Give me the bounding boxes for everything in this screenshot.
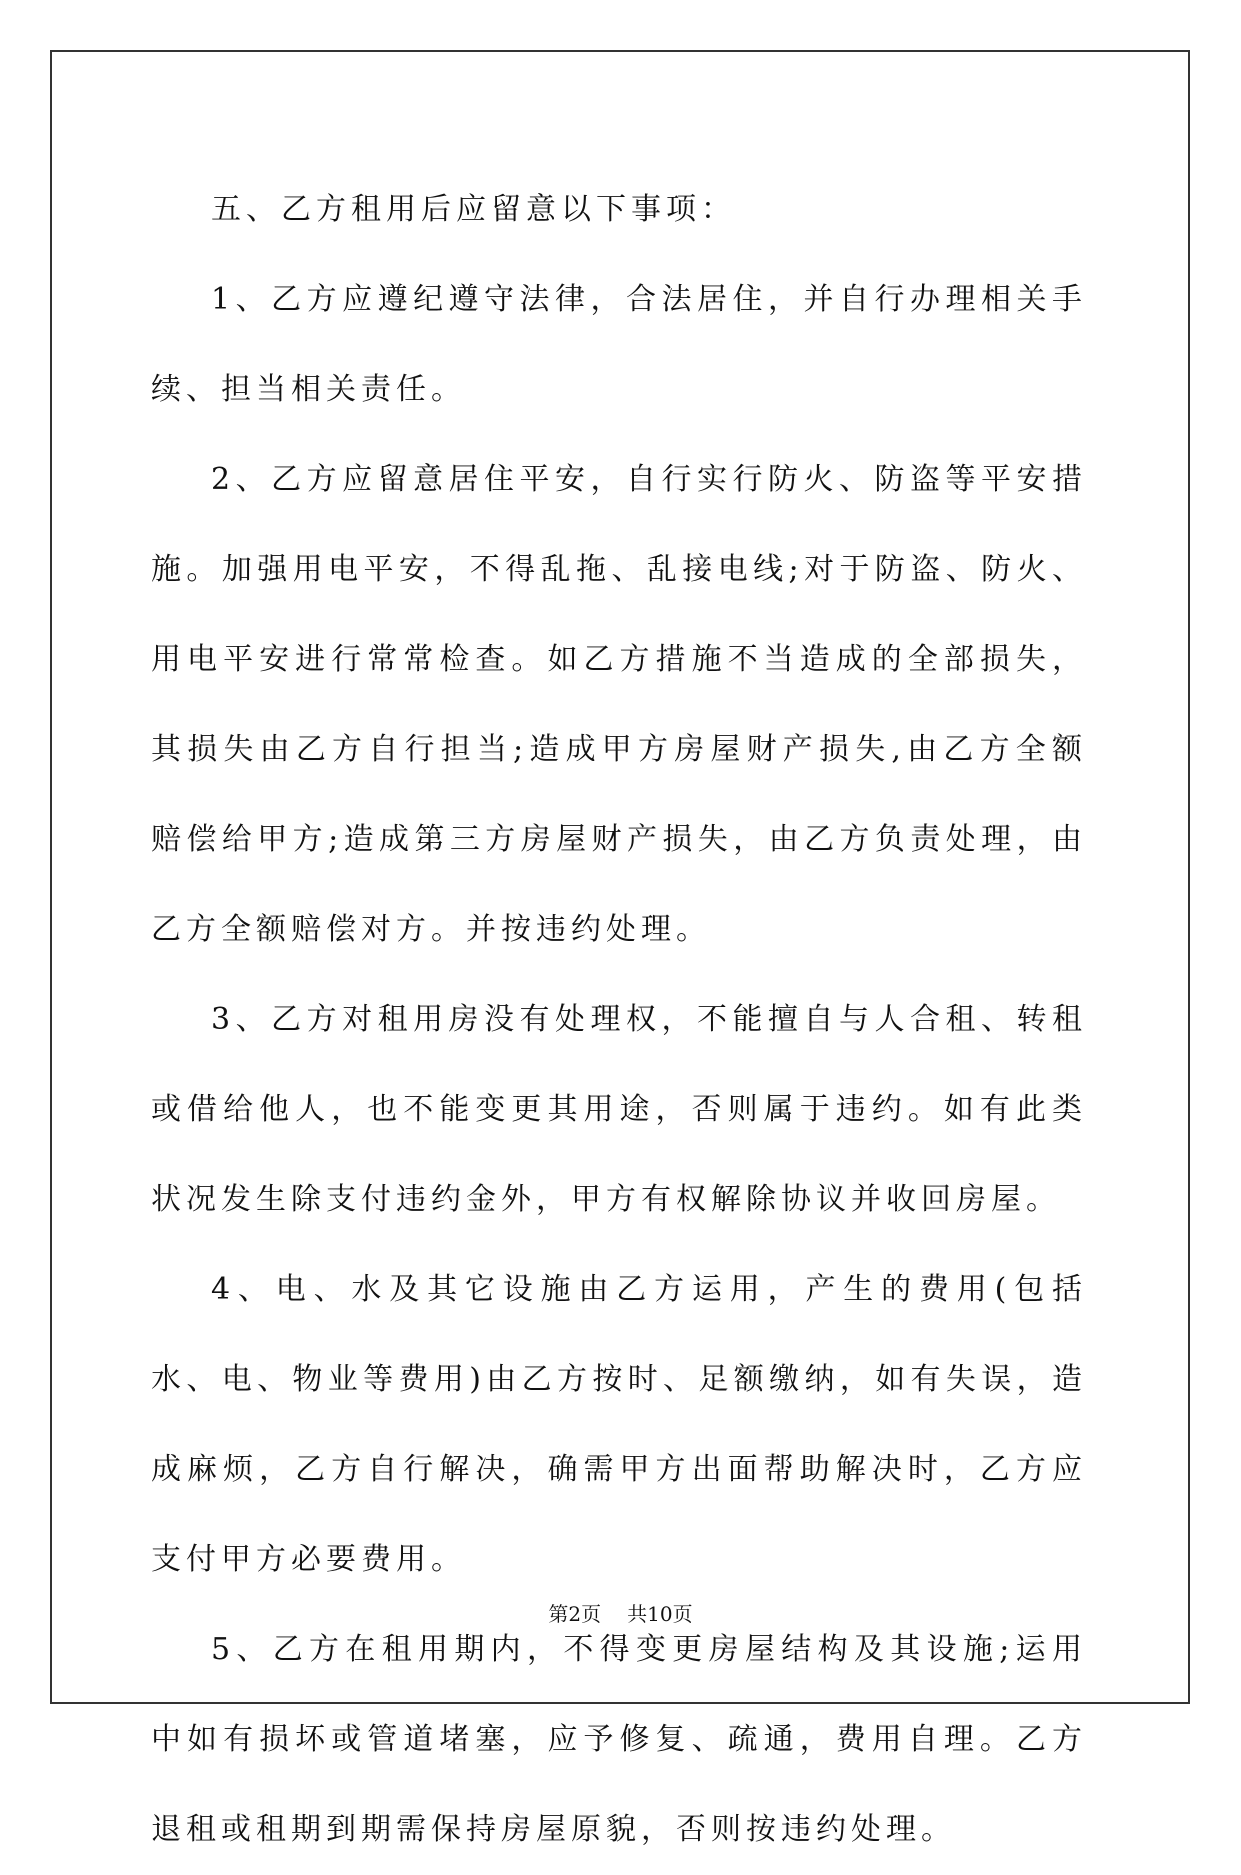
page-number: 第2页: [548, 1602, 602, 1626]
page-total: 共10页: [627, 1602, 693, 1626]
section-heading: 五、乙方租用后应留意以下事项：: [211, 192, 736, 227]
paragraph-item-5: 5、乙方在租用期内，不得变更房屋结构及其设施;运用中如有损坏或管道堵塞，应予修复、疏通，费用自理。乙方退租或租期到期需保持房屋原貌，否则按违约处理。: [151, 1632, 1087, 1847]
paragraph-item-4: 4、电、水及其它设施由乙方运用，产生的费用(包括水、电、物业等费用)由乙方按时、足额缴纳，如有失误，造成麻烦，乙方自行解决，确需甲方出面帮助解决时，乙方应支付甲方必要费用。: [151, 1272, 1087, 1577]
paragraph-item-1: 1、乙方应遵纪遵守法律，合法居住，并自行办理相关手续、担当相关责任。: [151, 282, 1087, 407]
paragraph-item-3: 3、乙方对租用房没有处理权，不能擅自与人合租、转租或借给他人，也不能变更其用途，否则属于违约。如有此类状况发生除支付违约金外，甲方有权解除协议并收回房屋。: [151, 1002, 1087, 1217]
paragraph-item-2: 2、乙方应留意居住平安，自行实行防火、防盗等平安措施。加强用电平安，不得乱拖、乱接电线;对于防盗、防火、用电平安进行常常检查。如乙方措施不当造成的全部损失，其损失由乙方自行担当;造成甲方房屋财产损失,由乙方全额赔偿给甲方;造成第三方房屋财产损失，由乙方负责处理，由乙方全额赔偿对方。并按违约处理。: [151, 462, 1087, 947]
page-footer: [0, 1598, 1241, 1627]
